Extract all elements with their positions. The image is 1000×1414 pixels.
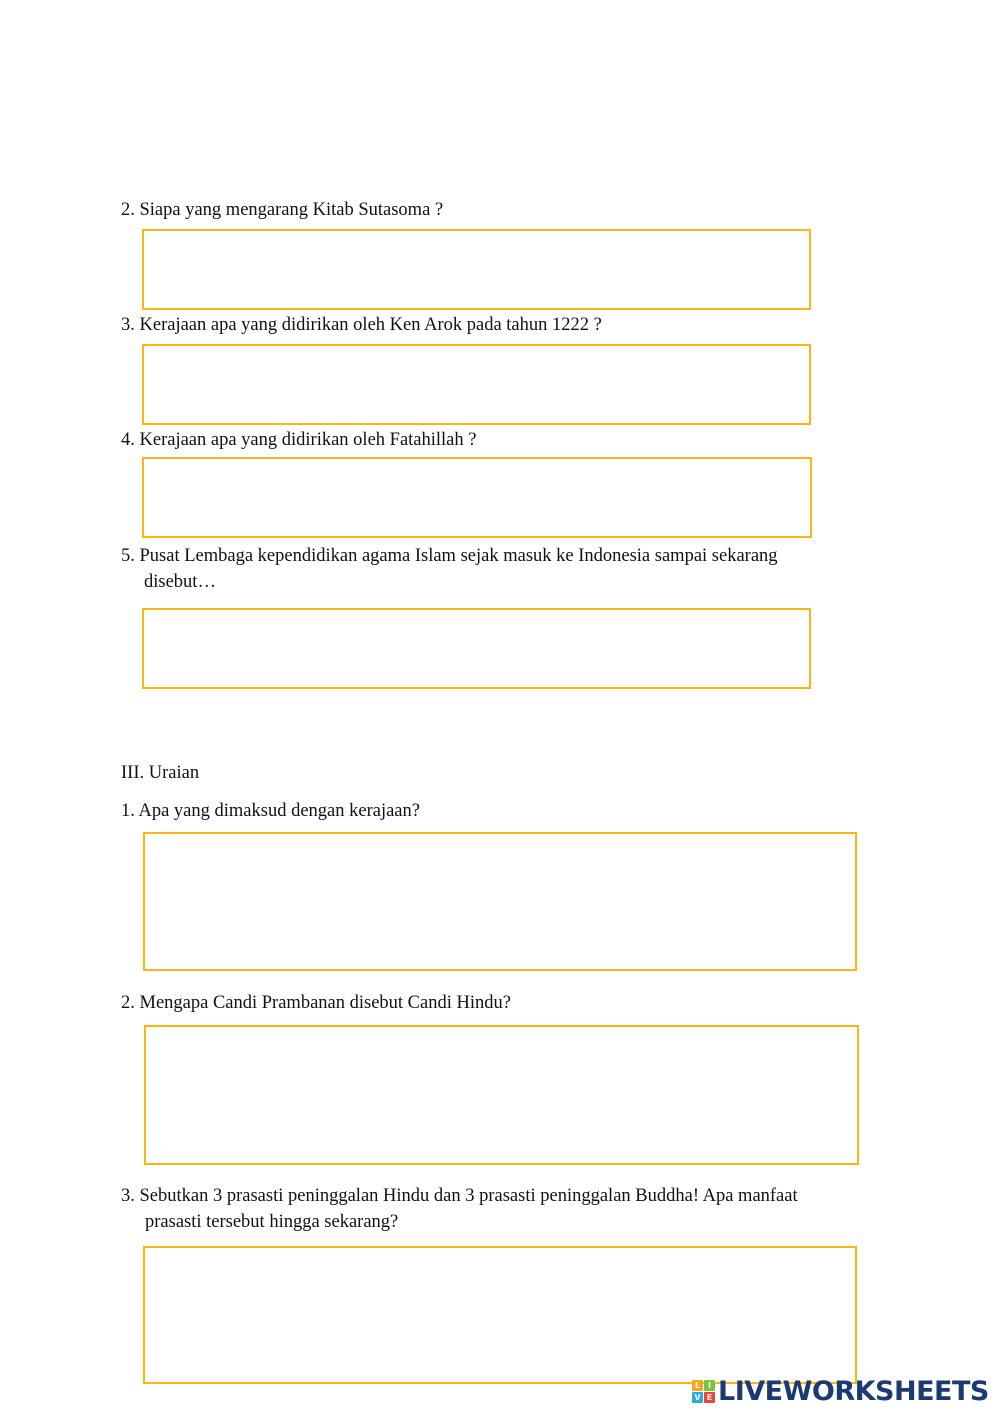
question-5-line-2: disebut…	[144, 572, 216, 592]
answer-box-3[interactable]	[142, 344, 811, 425]
essay-question-2-text: 2. Mengapa Candi Prambanan disebut Candi Hindu?	[121, 993, 511, 1013]
logo-mark-letter: I	[704, 1380, 715, 1391]
answer-box-5[interactable]	[142, 608, 811, 689]
answer-box-4[interactable]	[142, 457, 812, 538]
essay-question-3-text	[121, 1183, 798, 1235]
question-5-text	[121, 543, 778, 595]
question-5-line-1: 5. Pusat Lembaga kependidikan agama Islam sejak masuk ke Indonesia sampai sekarang	[121, 546, 778, 566]
question-3-text: 3. Kerajaan apa yang didirikan oleh Ken Arok pada tahun 1222 ?	[121, 315, 602, 335]
logo-mark-letter: L	[692, 1380, 703, 1391]
essay-answer-box-2[interactable]	[144, 1025, 859, 1165]
logo-mark-icon	[692, 1380, 715, 1403]
logo-mark-letter: V	[692, 1392, 703, 1403]
question-2-text: 2. Siapa yang mengarang Kitab Sutasoma ?	[121, 200, 444, 220]
essay-answer-box-1[interactable]	[143, 832, 857, 971]
essay-question-3-line-2: prasasti tersebut hingga sekarang?	[145, 1212, 399, 1232]
question-4-text: 4. Kerajaan apa yang didirikan oleh Fatahillah ?	[121, 430, 477, 450]
answer-box-2[interactable]	[142, 229, 811, 310]
logo-text: LIVEWORKSHEETS	[718, 1375, 989, 1407]
essay-answer-box-3[interactable]	[143, 1246, 857, 1384]
essay-question-1-text: 1. Apa yang dimaksud dengan kerajaan?	[121, 801, 420, 821]
essay-question-3-line-1: 3. Sebutkan 3 prasasti peninggalan Hindu dan 3 prasasti peninggalan Buddha! Apa manfaat	[121, 1186, 798, 1206]
logo-mark-letter: E	[704, 1392, 715, 1403]
section-title: III. Uraian	[121, 763, 200, 783]
liveworksheets-logo	[692, 1374, 989, 1408]
